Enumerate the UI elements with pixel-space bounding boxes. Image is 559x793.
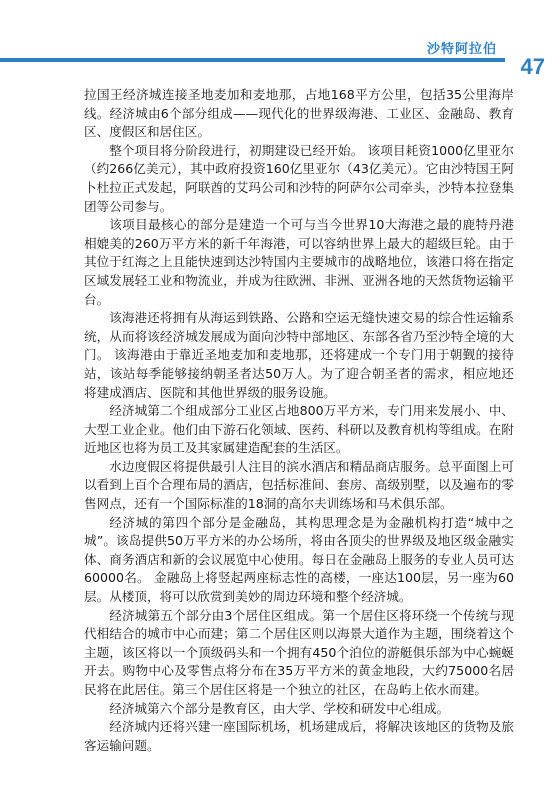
paragraph: 整个项目将分阶段进行，初期建设已经开始。 该项目耗资1000亿里亚尔（约266亿美元），其中政府投资160亿里亚尔（43亿美元）。它由沙特国王阿卜杜拉正式发起，阿联酋的艾玛公司和沙特的阿萨尔公司牵头，沙特本拉登集团等公司参与。 xyxy=(84,142,514,214)
paragraph: 拉国王经济城连接圣地麦加和麦地那，占地168平方公里，包括35公里海岸线。经济城由6个部分组成——现代化的世界级海港、工业区、金融岛、教育区、度假区和居住区。 xyxy=(84,87,514,140)
paragraph: 经济城第六个部分是教育区，由大学、学校和研发中心组成。 xyxy=(109,700,450,716)
paragraph: 经济城第五个部分由3个居住区组成。第一个居住区将环绕一个传统与现代相结合的城市中心而建；第二个居住区则以海景大道作为主题，围绕着这个主题，该区将以一个顶级码头和一个拥有450个泊位的游艇俱乐部为中心蜿蜒开去。购物中心及零售点将分布在35万平方米的黄金地段，大约75000名居民将在此居住。第三个居住区将是一个独立的社区，在岛屿上依水而建。 xyxy=(84,607,514,697)
page-number: 47 xyxy=(520,54,545,79)
paragraph: 经济城第二个组成部分工业区占地800万平方米，专门用来发展小、中、大型工业企业。他们由下游石化领域、医药、科研以及教育机构等组成。在附近地区也将为员工及其家属建造配套的生活区。 xyxy=(84,403,514,456)
body-text xyxy=(84,86,514,755)
paragraph: 该海港还将拥有从海运到铁路、公路和空运无缝快速交易的综合性运输系统，从而将该经济城发展成为面向沙特中部地区、东部各省乃至沙特全境的大门。 该海港由于靠近圣地麦加和麦地那，还将建成一个专门用于朝觐的接待站，该站每季能够接纳朝圣者达50万人。为了迎合朝圣者的需求，相应地还将建成酒店、医院和其他世界级的服务设施。 xyxy=(84,310,514,400)
page-header xyxy=(0,0,559,78)
chapter-title: 沙特阿拉伯 xyxy=(426,42,497,57)
paragraph: 该项目最核心的部分是建造一个可与当今世界10大海港之最的鹿特丹港相媲美的260万平方米的新千年海港，可以容纳世界上最大的超级巨轮。由于其位于红海之上且能快速到达沙特国内主要城市的战略地位，该港口将在指定区域发展轻工业和物流业，并成为往欧洲、非洲、亚洲各地的天然货物运输平台。 xyxy=(84,217,514,307)
header-rule xyxy=(0,58,505,62)
paragraph: 经济城的第四个部分是金融岛，其构思理念是为金融机构打造“城中之城”。该岛提供50万平方米的办公场所，将由各顶尖的世界级及地区级金融实体、商务酒店和新的会议展览中心使用。每日在金融岛上服务的专业人员可达60000名。 金融岛上将竖起两座标志性的高楼，一座达100层，另一座为60层。从楼顶，将可以欣赏到美妙的周边环境和整个经济城。 xyxy=(84,514,514,605)
paragraph: 经济城内还将兴建一座国际机场，机场建成后，将解决该地区的货物及旅客运输问题。 xyxy=(84,719,514,753)
paragraph: 水边度假区将提供最引人注目的滨水酒店和精品商店服务。总平面图上可以看到上百个合理布局的酒店，包括标准间、套房、高级别墅，以及遍布的零售网点，还有一个国际标准的18洞的高尔夫训练场和马术俱乐部。 xyxy=(84,458,514,512)
